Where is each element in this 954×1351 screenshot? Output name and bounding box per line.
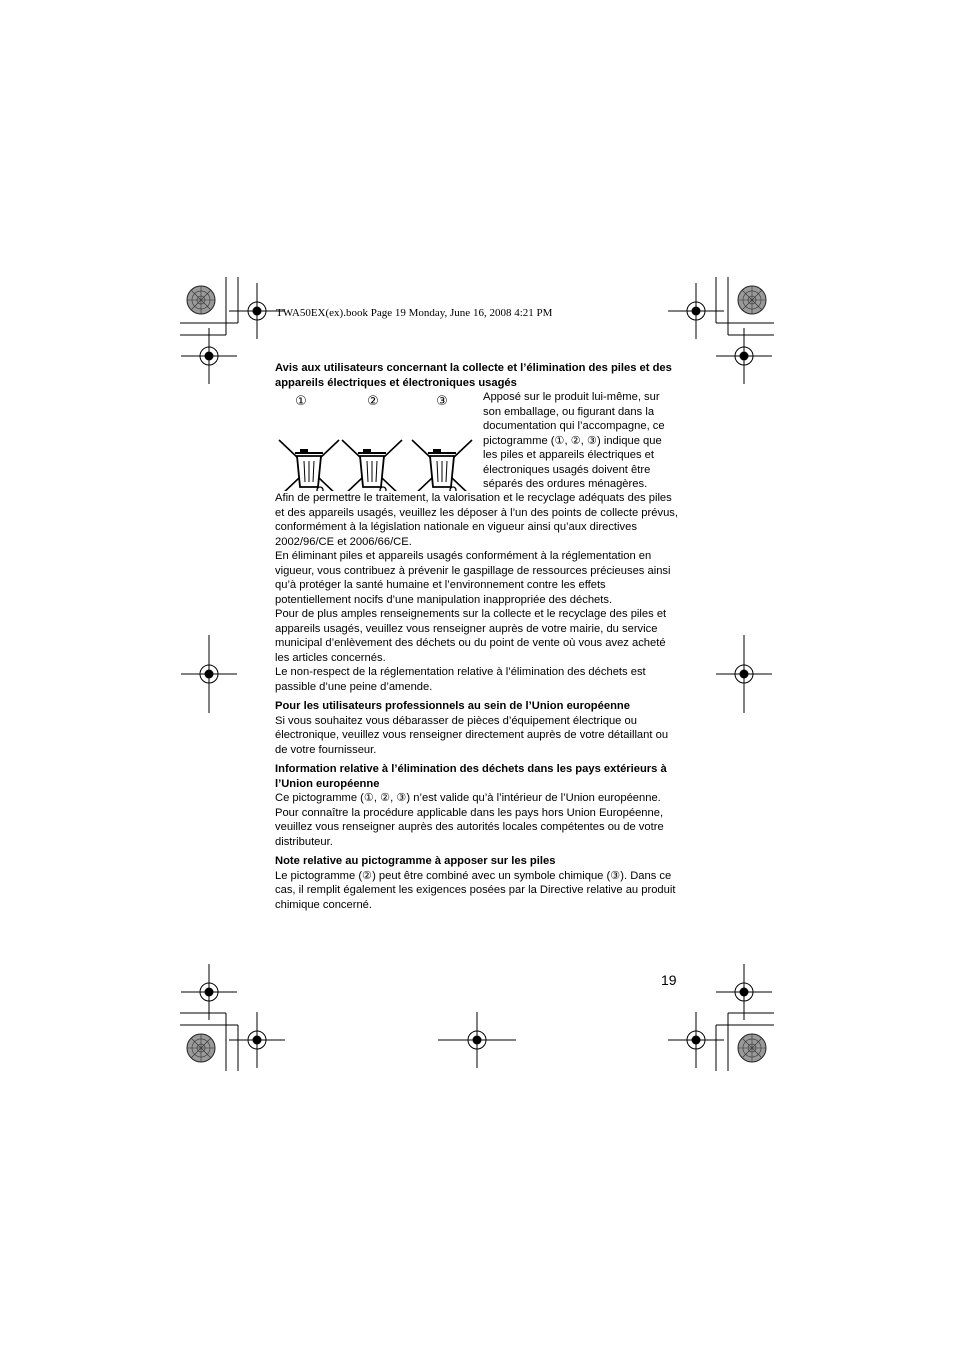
crossed-bin-icon-1 (279, 440, 339, 491)
section1-heading-line1: Avis aux utilisateurs concernant la collecte et l’élimination des piles et des (275, 362, 672, 374)
section1-para3: Pour de plus amples renseignements sur la collecte et le recyclage des piles et appareils usagés, veuillez vous renseigner auprès de votre mairie, du service municipal d’enlèvement des déchets ou du point de vente où vous avez acheté les articles concernés. (275, 608, 667, 664)
section4-heading: Note relative au pictogramme à apposer sur les piles (275, 855, 556, 867)
section4-text: Le pictogramme (②) peut être combiné avec un symbole chimique (③). Dans ce cas, il remplit également les exigences posées par la Directive relative au produit chimique concerné. (275, 869, 676, 911)
section1-para1: Afin de permettre le traitement, la valorisation et le recyclage adéquats des piles et des appareils usagés, veuillez les déposer à l’un des points de collecte prévus, conformément à la législation nationale en vigueur ainsi qu’aux directives 2002/96/CE et 2006/66/CE. (275, 492, 678, 548)
registration-star-icon (187, 286, 215, 314)
symbols-row (275, 390, 679, 491)
symbol-label-3: ③ (436, 394, 448, 409)
section3-heading: Information relative à l’élimination des déchets dans les pays extérieurs à l’Union européenne (275, 763, 667, 790)
symbol-label-1: ① (295, 394, 307, 409)
crossed-bin-icon-3 (412, 440, 472, 491)
section2-heading: Pour les utilisateurs professionnels au sein de l’Union européenne (275, 700, 630, 712)
section2-text: Si vous souhaitez vous débarasser de pièces d’équipement électrique ou électronique, veuillez vous renseigner directement auprès de votre détaillant ou de votre fournisseur. (275, 714, 669, 756)
main-content (275, 361, 679, 912)
symbol-label-2: ② (367, 394, 379, 409)
crossed-bin-icon-2 (342, 440, 402, 491)
section1-para4: Le non-respect de la réglementation relative à l’élimination des déchets est passible d’une peine d’amende. (275, 666, 646, 693)
section3-text: Ce pictogramme (①, ②, ③) n’est valide qu’à l’intérieur de l’Union européenne. Pour connaître la procédure applicable dans les pays hors Union Européenne, veuillez vous renseigner auprès des autorités locales compétentes ou de votre distributeur. (275, 792, 664, 848)
section1-heading-line2: appareils électriques et électroniques usagés (275, 376, 517, 389)
file-header: TWA50EX(ex).book Page 19 Monday, June 16, 2008 4:21 PM (276, 307, 553, 319)
symbols-description: Apposé sur le produit lui-même, sur son emballage, ou figurant dans la documentation qui l’accompagne, ce pictogramme (①, ②, ③) indique que les piles et appareils électriques et électroniques usagés doivent être séparés des ordures ménagères. (483, 391, 665, 490)
page-number: 19 (661, 972, 677, 988)
section1-heading (275, 361, 679, 390)
crossed-bin-symbols (275, 390, 478, 491)
section1-para2: En éliminant piles et appareils usagés conformément à la réglementation en vigueur, vous contribuez à prévenir le gaspillage de ressources précieuses ainsi qu’à protéger la santé humaine et l’environnement contre les effets potentiellement nocifs d’une manipulation inappropriée des déchets. (275, 550, 671, 606)
